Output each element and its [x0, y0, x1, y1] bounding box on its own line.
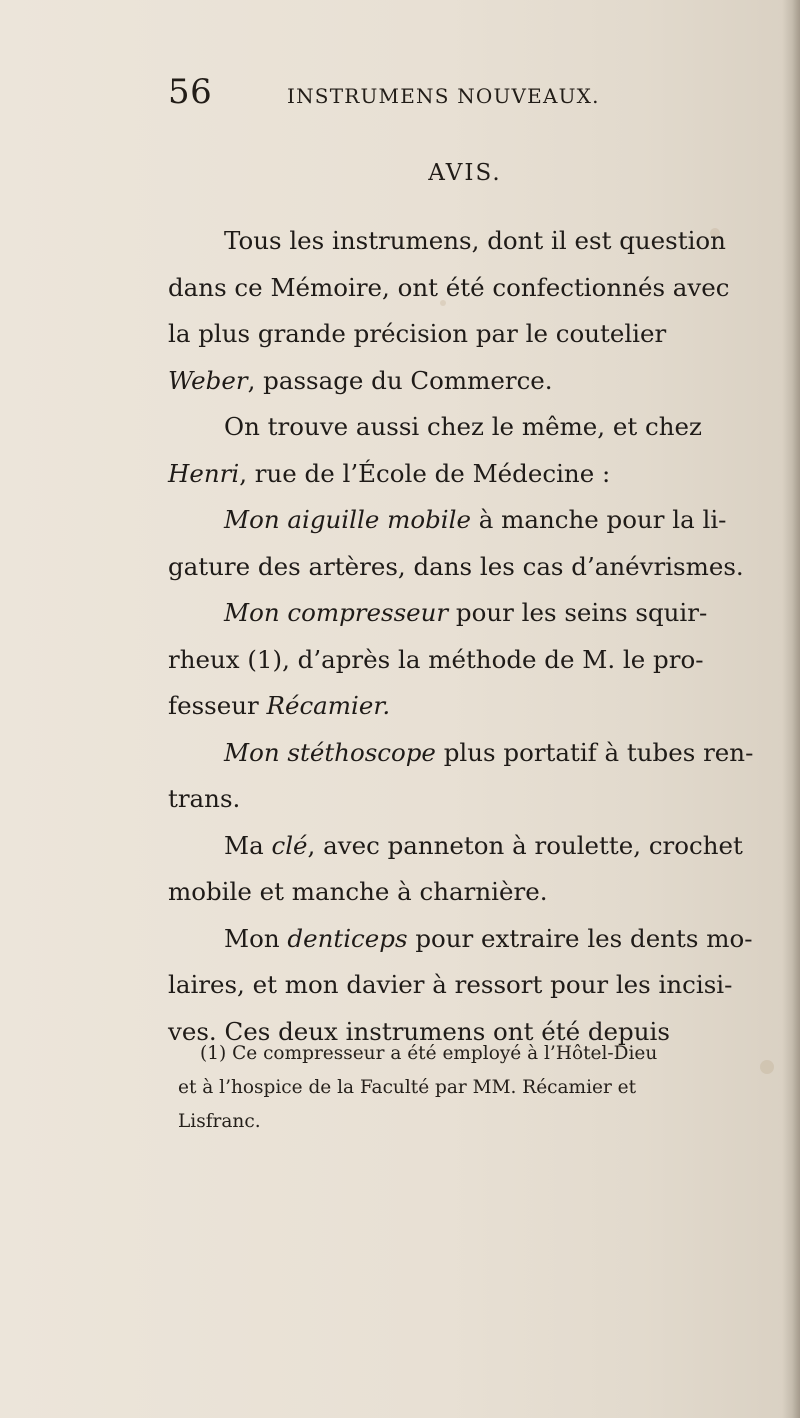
cutler-name: Weber — [168, 365, 248, 395]
text-line: mobile et manche à charnière. — [168, 877, 548, 906]
instrument-name: denticeps — [287, 923, 408, 953]
text-line: fesseur Récamier. — [168, 691, 391, 720]
text-line: Weber, passage du Commerce. — [168, 365, 553, 395]
text-line: Mon denticeps pour extraire les dents mo- — [224, 923, 753, 953]
footnote-line: (1) Ce compresseur a été employé à l’Hôtel-Dieu — [200, 1043, 658, 1064]
text-line: dans ce Mémoire, ont été confectionnés avec — [168, 272, 730, 302]
text-line: Mon stéthoscope plus portatif à tubes ren- — [224, 737, 754, 767]
professor-name: Récamier. — [266, 691, 391, 720]
text-line: ves. Ces deux instrumens ont été depuis — [168, 1016, 670, 1046]
page-number: 56 — [168, 72, 213, 112]
text-line: Tous les instrumens, dont il est question — [224, 226, 726, 255]
page-header — [168, 72, 638, 116]
instrument-name: Mon stéthoscope — [224, 737, 436, 767]
footnote-line: Lisfranc. — [178, 1111, 261, 1132]
maker-name: Henri — [168, 458, 240, 488]
instrument-name: clé — [271, 830, 308, 860]
instrument-name: Mon compresseur — [224, 598, 449, 627]
text-line: laires, et mon davier à ressort pour les incisi- — [168, 970, 733, 999]
text-line: trans. — [168, 784, 241, 813]
page-edge-shadow — [782, 0, 800, 1418]
main-text — [168, 218, 776, 1055]
text-line: On trouve aussi chez le même, et chez — [224, 412, 702, 441]
footnote — [178, 1037, 786, 1139]
text-line: la plus grande précision par le coutelier — [168, 319, 667, 348]
text-line: Ma clé, avec panneton à roulette, crochet — [224, 830, 743, 860]
running-title: INSTRUMENS NOUVEAUX. — [287, 84, 600, 108]
footnote-line: et à l’hospice de la Faculté par MM. Récamier et — [178, 1077, 637, 1098]
section-heading: AVIS. — [428, 160, 502, 186]
text-line: Henri, rue de l’École de Médecine : — [168, 458, 611, 488]
text-line: gature des artères, dans les cas d’anévrismes. — [168, 551, 744, 581]
text-line: Mon compresseur pour les seins squir- — [224, 598, 708, 627]
text-line: rheux (1), d’après la méthode de M. le pro- — [168, 644, 704, 674]
text-line: Mon aiguille mobile à manche pour la li- — [224, 505, 727, 534]
instrument-name: Mon aiguille mobile — [224, 505, 471, 534]
